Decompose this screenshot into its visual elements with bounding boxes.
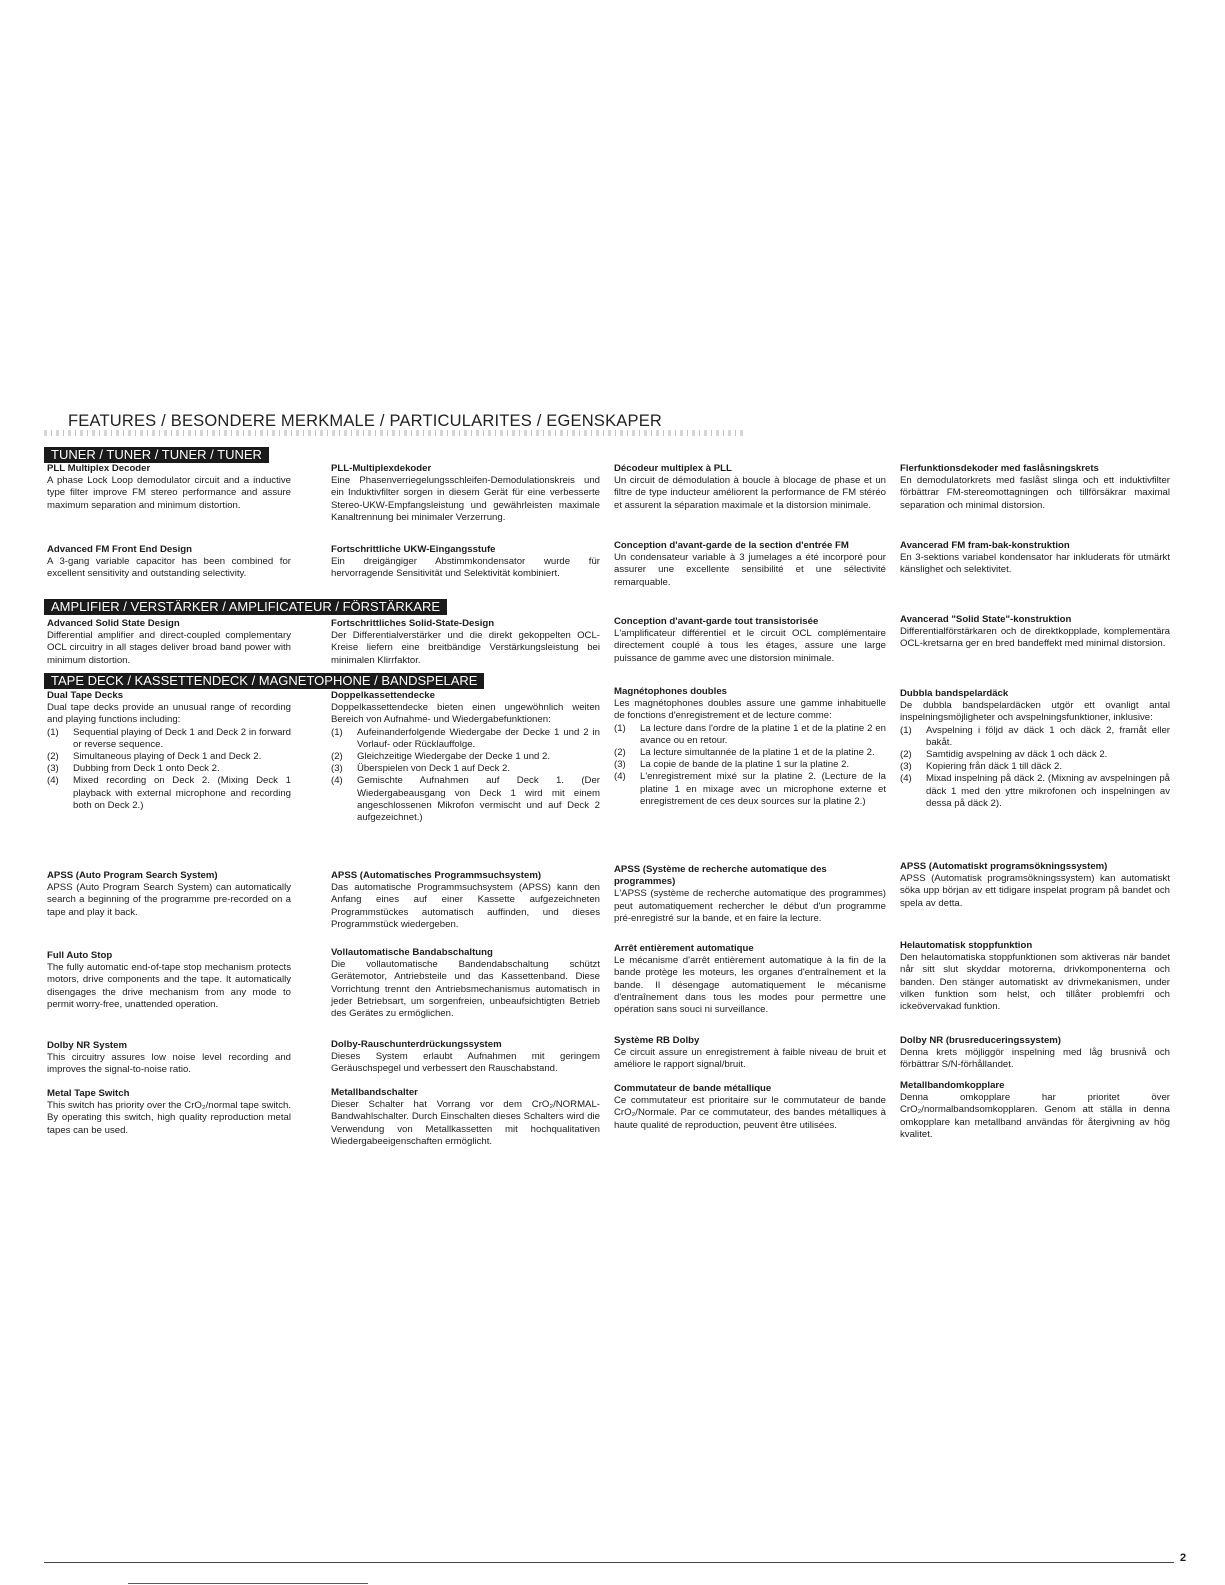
heading-pll: Décodeur multiplex à PLL	[614, 463, 732, 474]
footer-rule	[44, 1562, 1174, 1563]
heading-dual-decks: Dubbla bandspelardäck	[900, 688, 1009, 699]
heading-solid-state: Fortschrittliches Solid-State-Design	[331, 618, 495, 629]
heading-pll: PLL Multiplex Decoder	[47, 463, 151, 474]
heading-dolby: Dolby-Rauschunterdrückungssystem	[331, 1039, 502, 1050]
heading-fm-front-end: Advanced FM Front End Design	[47, 544, 192, 555]
heading-auto-stop: Helautomatisk stoppfunktion	[900, 940, 1033, 951]
list-item: (3) Überspielen von Deck 1 auf Deck 2.	[331, 763, 511, 775]
page-number: 2	[1180, 1552, 1187, 1564]
text-metal-tape: Ce commutateur est prioritaire sur le commutateur de bande CrO₂/Normale. Par ce commutateur, des bandes métalliques à haute qualité de reproduction, peuvent être utilisées.	[614, 1095, 886, 1131]
heading-solid-state: Advanced Solid State Design	[47, 618, 180, 629]
list-item: (1) Aufeinanderfolgende Wiedergabe der Decke 1 und 2 in Vorlauf- oder Rücklauffolge.	[331, 726, 600, 750]
text-auto-stop: Den helautomatiska stoppfunktionen som aktiveras när bandet når sitt slut skyddar motorerna, drivkomponenterna och banden. Den stänger automatiskt av drivmekanismen, under vilken funktion som helst, och tillåter problemfri och ickeövervakad funktion.	[900, 952, 1170, 1013]
text-apss: APSS (Automatisk programsökningssystem) kan automatiskt söka upp början av ett tidigare inspelat program på bandet och spela av detta.	[900, 873, 1170, 909]
text-apss: L'APSS (système de recherche automatique des programmes) peut automatiquement rechercher le début d'un programme pré-enregistré sur la bande, et en faire la lecture.	[614, 888, 886, 924]
heading-apss: APSS (Système de recherche automatique des programmes)	[614, 864, 827, 888]
heading-metal-tape: Metal Tape Switch	[47, 1088, 130, 1099]
text-dual-decks: Les magnétophones doubles assure une gamme inhabituelle de fonctions d'enregistrement et de lecture comme:	[614, 698, 886, 722]
heading-dolby: Système RB Dolby	[614, 1035, 700, 1046]
heading-apss: APSS (Automatisches Programmsuchsystem)	[331, 870, 542, 881]
banner-tape-deck: TAPE DECK / KASSETTENDECK / MAGNETOPHONE / BANDSPELARE	[44, 673, 484, 689]
heading-dolby: Dolby NR System	[47, 1040, 127, 1051]
page-title: FEATURES / BESONDERE MERKMALE / PARTICULARITES / EGENSKAPER	[68, 412, 663, 430]
heading-fm-front-end: Conception d'avant-garde de la section d'entrée FM	[614, 540, 849, 551]
heading-solid-state: Avancerad "Solid State"-konstruktion	[900, 614, 1072, 625]
heading-dual-decks: Dual Tape Decks	[47, 690, 124, 701]
banner-tuner: TUNER / TUNER / TUNER / TUNER	[44, 447, 269, 463]
list-item: (1) Sequential playing of Deck 1 and Deck 2 in forward or reverse sequence.	[47, 726, 291, 750]
list-item: (4) L'enregistrement mixé sur la platine 2. (Lecture de la platine 1 en mixage avec un microphone externe et enregistrement de ces deux sources sur la platine 2.)	[614, 771, 886, 807]
text-dolby: Denna krets möjliggör inspelning med låg brusnivå och förbättrar S/N-förhållandet.	[900, 1047, 1170, 1071]
text-metal-tape: Denna omkopplare har prioritet över CrO₂/normalbandsomkopplaren. Genom att ställa in denna omkopplare kan metallband användas för återgivning av hög kvalitet.	[900, 1092, 1170, 1140]
heading-metal-tape: Metallbandschalter	[331, 1087, 418, 1098]
text-dual-decks: Doppelkassettendecke bieten einen ungewöhnlich weiten Bereich von Aufnahme- und Wiedergabefunktionen:	[331, 702, 600, 726]
heading-fm-front-end: Fortschrittliche UKW-Eingangsstufe	[331, 544, 496, 555]
heading-solid-state: Conception d'avant-garde tout transistorisée	[614, 616, 819, 627]
text-fm-front-end: A 3-gang variable capacitor has been combined for excellent sensitivity and outstanding selectivity.	[47, 556, 291, 580]
text-dual-decks: De dubbla bandspelardäcken utgör ett ovanligt antal inspelningsmöjligheter och avspelningsfunktioner, inklusive:	[900, 700, 1170, 724]
text-pll: En demodulatorkrets med faslåst slinga och ett induktivfilter förbättrar FM-stereomottagningen och tillförsäkrar maximal separation och minimal distorsion.	[900, 475, 1170, 511]
heading-auto-stop: Arrêt entièrement automatique	[614, 943, 754, 954]
list-item: (3) Kopiering från däck 1 till däck 2.	[900, 761, 1062, 773]
list-item: (3) Dubbing from Deck 1 onto Deck 2.	[47, 763, 220, 775]
text-pll: Eine Phasenverriegelungsschleifen-Demodulationskreis und ein Induktivfilter sorgen in diesem Gerät für eine verbesserte Stereo-UKW-Empfangsleistung und gewährleisten maximale Kanaltrennung bei minimaler Verzerrung.	[331, 475, 600, 523]
text-dual-decks: Dual tape decks provide an unusual range of recording and playing functions including:	[47, 702, 291, 726]
scan-artifact-line	[128, 1583, 368, 1584]
list-dual-decks	[331, 727, 600, 825]
list-dual-decks	[47, 727, 291, 812]
heading-auto-stop: Full Auto Stop	[47, 950, 113, 961]
text-auto-stop: Le mécanisme d'arrêt entièrement automatique à la fin de la bande protège les moteurs, les organes d'entraînement et la bande. Il désengage automatiquement le mécanisme d'entraînement dans tous les modes pour permettre une opération sans souci ni surveillance.	[614, 955, 886, 1016]
list-item: (2) Gleichzeitige Wiedergabe der Decke 1 und 2.	[331, 751, 551, 763]
text-auto-stop: Die vollautomatische Bandendabschaltung schützt Gerätemotor, Antriebsteile und das Kassettenband. Diese Vorrichtung trennt den Antriebsmechanismus automatisch in jeder Betriebsart, um sorgenfreien, unbeaufsichtigten Betrieb des Gerätes zu ermöglichen.	[331, 959, 600, 1020]
text-apss: Das automatische Programmsuchsystem (APSS) kann den Anfang eines auf einer Kassette aufgezeichneten Programmstückes automatisch auffinden, und dieses Programmstück wiedergeben.	[331, 882, 600, 930]
title-decoration	[44, 430, 744, 436]
heading-fm-front-end: Avancerad FM fram-bak-konstruktion	[900, 540, 1070, 551]
heading-dolby: Dolby NR (brusreduceringssystem)	[900, 1035, 1061, 1046]
list-item: (4) Gemischte Aufnahmen auf Deck 1. (Der Wiedergabeausgang von Deck 1 wird mit einem angeschlossenen Mikrofon vermischt und auf Deck 2 aufgezeichnet.)	[331, 775, 600, 824]
text-solid-state: Differential amplifier and direct-coupled complementary OCL circuitry in all stages deliver broad band power with minimum distortion.	[47, 630, 291, 666]
text-apss: APSS (Auto Program Search System) can automatically search a beginning of the programme pre-recorded on a tape and play it back.	[47, 882, 291, 918]
list-item: (3) La copie de bande de la platine 1 sur la platine 2.	[614, 759, 850, 771]
text-fm-front-end: Un condensateur variable à 3 jumelages a été incorporé pour assurer une excellente sensibilité et une sélectivité remarquable.	[614, 552, 886, 588]
text-dolby: This circuitry assures low noise level recording and improves the signal-to-noise ratio.	[47, 1052, 291, 1076]
list-item: (4) Mixad inspelning på däck 2. (Mixning av avspelningen på däck 1 med den yttre mikrofonen och inspelningen av dessa på däck 2).	[900, 773, 1170, 809]
heading-dual-decks: Doppelkassettendecke	[331, 690, 435, 701]
heading-apss: APSS (Auto Program Search System)	[47, 870, 218, 881]
heading-pll: Flerfunktionsdekoder med faslåsningskrets	[900, 463, 1099, 474]
text-solid-state: Differentialförstärkaren och de direktkopplade, komplementära OCL-kretsarna ger en bred bandeffekt med minimal distorsion.	[900, 626, 1170, 650]
list-dual-decks	[900, 725, 1170, 810]
list-item: (1) La lecture dans l'ordre de la platine 1 et de la platine 2 en avance ou en retour.	[614, 722, 886, 746]
heading-pll: PLL-Multiplexdekoder	[331, 463, 432, 474]
banner-amplifier: AMPLIFIER / VERSTÄRKER / AMPLIFICATEUR / FÖRSTÄRKARE	[44, 599, 447, 615]
text-solid-state: L'amplificateur différentiel et le circuit OCL complémentaire directement couplé à tous les étages, assure une large puissance de gamme avec une distorsion minimale.	[614, 628, 886, 664]
heading-auto-stop: Vollautomatische Bandabschaltung	[331, 947, 493, 958]
text-dolby: Dieses System erlaubt Aufnahmen mit geringem Geräuschspegel und verbessert den Rauschabstand.	[331, 1051, 600, 1075]
text-metal-tape: Dieser Schalter hat Vorrang vor dem CrO₂/NORMAL-Bandwahlschalter. Durch Einschalten dieses Schalters wird die Verwendung von Metallkassetten mit hochqualitativen Wiedergabeeigenschaften ermöglicht.	[331, 1099, 600, 1147]
heading-dual-decks: Magnétophones doubles	[614, 686, 727, 697]
list-item: (4) Mixed recording on Deck 2. (Mixing Deck 1 playback with external microphone and recording both on Deck 2.)	[47, 775, 291, 811]
list-item: (1) Avspelning i följd av däck 1 och däck 2, framåt eller bakåt.	[900, 724, 1170, 748]
list-item: (2) Simultaneous playing of Deck 1 and Deck 2.	[47, 751, 262, 763]
text-pll: A phase Lock Loop demodulator circuit and a inductive type filter improve FM stereo performance and assure maximum separation and minimum distortion.	[47, 475, 291, 511]
text-fm-front-end: En 3-sektions variabel kondensator har inkluderats för utmärkt känslighet och selektivitet.	[900, 552, 1170, 576]
text-pll: Un circuit de démodulation à boucle à blocage de phase et un filtre de type inducteur améliorent la performance de FM stéréo et assurent la séparation maximale et la distorsion minimale.	[614, 475, 886, 511]
heading-metal-tape: Commutateur de bande métallique	[614, 1083, 772, 1094]
list-item: (2) Samtidig avspelning av däck 1 och däck 2.	[900, 749, 1108, 761]
heading-metal-tape: Metallbandomkopplare	[900, 1080, 1005, 1091]
list-dual-decks	[614, 723, 886, 808]
text-auto-stop: The fully automatic end-of-tape stop mechanism protects motors, drive components and the tape. It automatically disengages the drive mechanism from any mode to permit worry-free, unattended operation.	[47, 962, 291, 1010]
text-dolby: Ce circuit assure un enregistrement à faible niveau de bruit et améliore le rapport signal/bruit.	[614, 1047, 886, 1071]
text-metal-tape: This switch has priority over the CrO₂/normal tape switch. By operating this switch, high quality reproduction metal tapes can be used.	[47, 1100, 291, 1136]
text-fm-front-end: Ein dreigängiger Abstimmkondensator wurde für hervorragende Sensitivität und Selektivität kombiniert.	[331, 556, 600, 580]
list-item: (2) La lecture simultannée de la platine 1 et de la platine 2.	[614, 747, 875, 759]
text-solid-state: Der Differentialverstärker und die direkt gekoppelten OCL-Kreise liefern eine breitbändige Verstärkungsleistung bei minimalen Klirrfaktor.	[331, 630, 600, 666]
heading-apss: APSS (Automatiskt programsökningssystem)	[900, 861, 1108, 872]
